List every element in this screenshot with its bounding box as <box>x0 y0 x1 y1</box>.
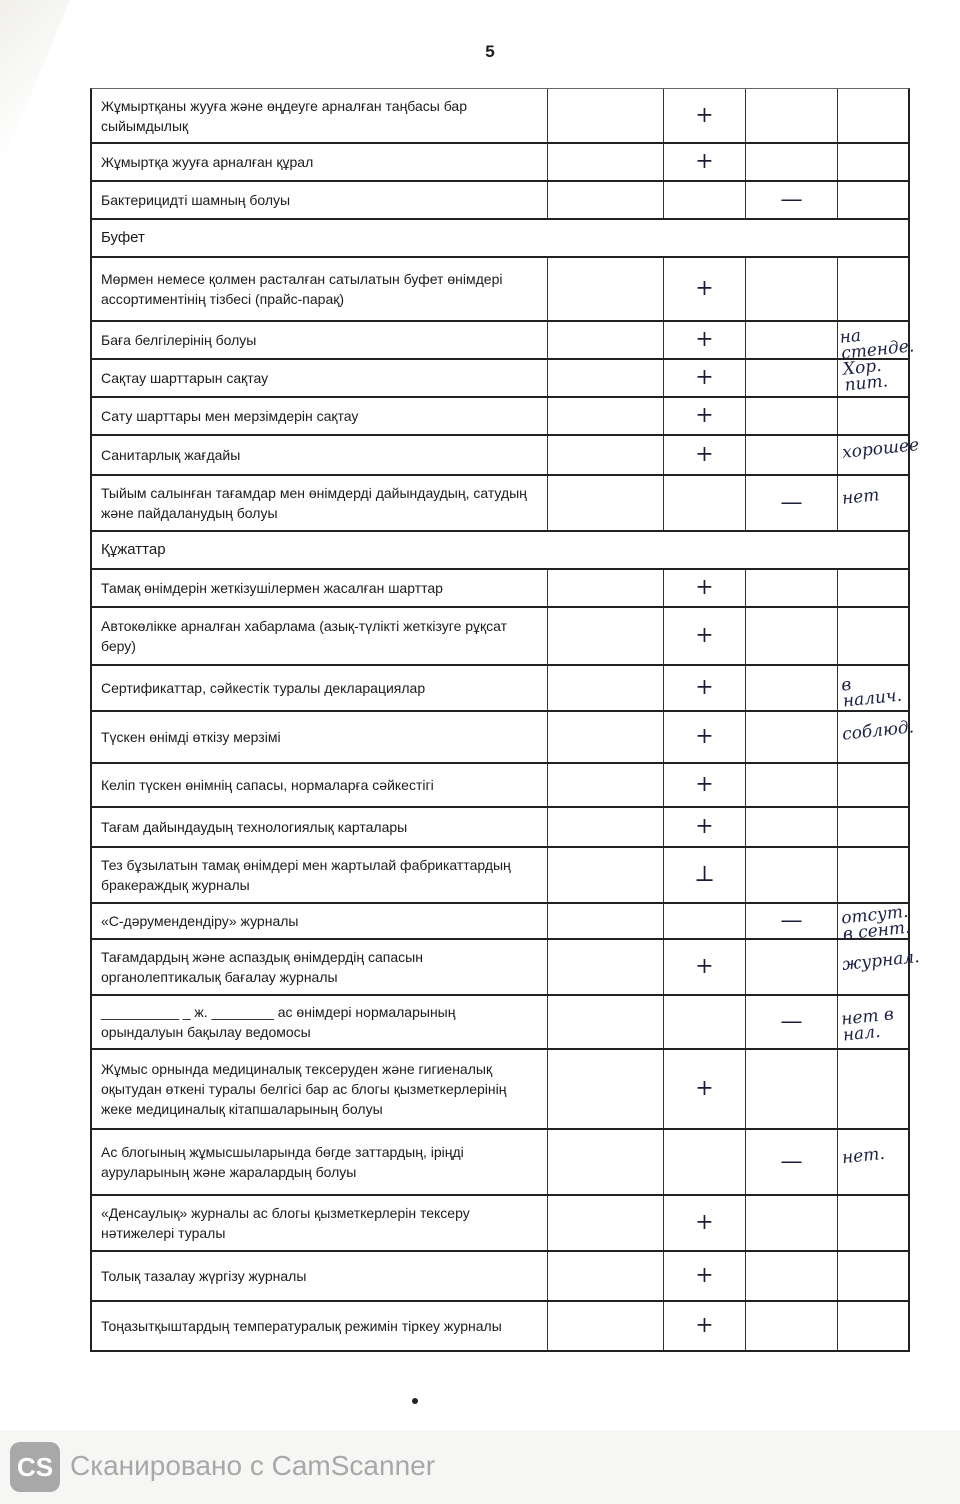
column-1-cell <box>548 436 664 474</box>
compliance-yes-cell <box>664 848 746 902</box>
table-row <box>90 398 910 436</box>
note-cell <box>838 901 912 945</box>
item-label: Сату шарттары мен мерзімдерін сақтау <box>92 398 548 434</box>
note-cell <box>838 144 912 180</box>
compliance-no-cell <box>746 940 838 994</box>
handwritten-mark: + <box>695 1313 714 1338</box>
item-label: Ас блогының жұмысшыларында бөгде заттардың, іріңді ауруларының және жаралардың болуы <box>92 1130 548 1194</box>
compliance-no-cell <box>746 848 838 902</box>
ink-dot <box>412 1398 418 1404</box>
table-row <box>90 1050 910 1130</box>
table-row <box>90 88 910 144</box>
note-cell <box>838 1050 912 1128</box>
compliance-yes-cell <box>664 322 746 358</box>
handwritten-mark: + <box>695 954 714 979</box>
column-1-cell <box>548 848 664 902</box>
compliance-yes-cell <box>664 182 746 218</box>
table-row <box>90 996 910 1050</box>
note-cell <box>838 570 912 606</box>
handwritten-mark: + <box>695 365 714 390</box>
table-row <box>90 1302 910 1352</box>
table-row <box>90 360 910 398</box>
column-1-cell <box>548 144 664 180</box>
compliance-yes-cell <box>664 398 746 434</box>
column-1-cell <box>548 1252 664 1300</box>
compliance-no-cell <box>746 436 838 474</box>
handwritten-mark: + <box>695 814 714 839</box>
note-cell <box>838 764 912 806</box>
note-cell <box>838 258 912 320</box>
column-1-cell <box>548 398 664 434</box>
compliance-yes-cell <box>664 764 746 806</box>
item-label: Тыйым салынған тағамдар мен өнімдерді дайындаудың, сатудың және пайдаланудың болуы <box>92 476 548 530</box>
note-cell <box>838 360 912 396</box>
table-row <box>90 182 910 220</box>
handwritten-note: нет в нал. <box>840 1004 895 1046</box>
compliance-yes-cell <box>664 144 746 180</box>
handwritten-mark: — <box>780 908 803 933</box>
handwritten-mark: + <box>695 327 714 352</box>
note-cell <box>838 182 912 218</box>
compliance-no-cell <box>746 144 838 180</box>
compliance-yes-cell <box>664 808 746 846</box>
handwritten-mark: + <box>695 724 714 749</box>
column-1-cell <box>548 570 664 606</box>
item-label: «Денсаулық» журналы ас блогы қызметкерлерін тексеру нәтижелері туралы <box>92 1196 548 1250</box>
table-row <box>90 608 910 666</box>
note-cell <box>838 322 916 396</box>
compliance-no-cell <box>746 258 838 320</box>
column-1-cell <box>548 89 664 142</box>
compliance-yes-cell <box>664 258 746 320</box>
handwritten-mark: — <box>780 187 803 212</box>
compliance-no-cell <box>746 808 838 846</box>
handwritten-mark: + <box>695 149 714 174</box>
section-header-row <box>90 532 910 570</box>
note-cell <box>838 712 915 762</box>
item-label: Түскен өнімді өткізу мерзімі <box>92 712 548 762</box>
column-1-cell <box>548 1130 664 1194</box>
column-1-cell <box>548 712 664 762</box>
item-label: Тез бұзылатын тамақ өнімдері мен жартылай фабрикаттардың бракераждық журналы <box>92 848 548 902</box>
handwritten-note: хорошее <box>841 435 921 463</box>
column-1-cell <box>548 1050 664 1128</box>
column-1-cell <box>548 666 664 710</box>
compliance-no-cell <box>746 666 838 710</box>
table-row <box>90 712 915 764</box>
item-label: Тағам дайындаудың технологиялық карталары <box>92 808 548 846</box>
column-1-cell <box>548 182 664 218</box>
item-label: Жұмыртқа жууға арналған құрал <box>92 144 548 180</box>
item-label: Жұмыртқаны жууға және өңдеуге арналған таңбасы бар сыйымдылық <box>92 89 548 142</box>
item-label: Келіп түскен өнімнің сапасы, нормаларға сәйкестігі <box>92 764 548 806</box>
compliance-no-cell <box>746 1196 838 1250</box>
table-row <box>90 144 910 182</box>
table-row <box>90 808 910 848</box>
table-row <box>90 1252 910 1302</box>
compliance-yes-cell <box>664 666 746 710</box>
section-header-row <box>90 220 910 258</box>
handwritten-note: нет <box>841 485 881 509</box>
compliance-no-cell <box>746 996 838 1048</box>
item-label: __________ _ ж. ________ ас өнімдері нормаларының орындалуын бақылау ведомосы <box>92 996 548 1048</box>
table-row <box>90 764 910 808</box>
note-cell <box>838 608 912 664</box>
item-label: Мөрмен немесе қолмен расталған сатылатын буфет өнімдері ассортиментінің тізбесі (прайс-парақ) <box>92 258 548 320</box>
table-row <box>90 1196 910 1252</box>
compliance-yes-cell <box>664 1130 746 1194</box>
column-1-cell <box>548 258 664 320</box>
column-1-cell <box>548 764 664 806</box>
compliance-no-cell <box>746 1302 838 1350</box>
handwritten-mark: ⊥ <box>694 862 715 887</box>
item-label: Сақтау шарттарын сақтау <box>92 360 548 396</box>
item-label: Сертификаттар, сәйкестік туралы декларациялар <box>92 666 548 710</box>
note-cell <box>838 1130 912 1194</box>
table-row <box>90 1130 910 1196</box>
note-cell <box>838 476 912 530</box>
note-cell <box>838 1196 912 1250</box>
note-cell <box>838 666 912 710</box>
item-label: Бактерицидті шамның болуы <box>92 182 548 218</box>
item-label: «С-дәрумендендіру» журналы <box>92 904 548 938</box>
compliance-yes-cell <box>664 608 746 664</box>
note-cell <box>838 848 912 902</box>
handwritten-note: отсут. в сент. <box>840 901 912 945</box>
table-row <box>90 848 910 904</box>
handwritten-mark: + <box>695 442 714 467</box>
handwritten-mark: + <box>695 623 714 648</box>
note-cell <box>838 398 912 434</box>
column-1-cell <box>548 940 664 994</box>
compliance-yes-cell <box>664 1196 746 1250</box>
handwritten-note: соблюд. <box>841 717 915 745</box>
compliance-no-cell <box>746 764 838 806</box>
compliance-yes-cell <box>664 904 746 938</box>
table-row <box>90 901 912 945</box>
compliance-yes-cell <box>664 89 746 142</box>
handwritten-mark: — <box>780 1149 803 1174</box>
item-label: Толық тазалау жүргізу журналы <box>92 1252 548 1300</box>
compliance-no-cell <box>746 712 838 762</box>
section-title: Құжаттар <box>101 541 166 558</box>
compliance-no-cell <box>746 360 838 396</box>
note-cell <box>838 435 921 474</box>
scanner-footer <box>0 1430 960 1504</box>
item-label: Тамақ өнімдерін жеткізушілермен жасалған шарттар <box>92 570 548 606</box>
handwritten-note: журнал. <box>841 946 921 976</box>
table-row <box>90 476 910 532</box>
section-title: Буфет <box>101 229 145 246</box>
item-label: Тоңазытқыштардың температуралық режимін тіркеу журналы <box>92 1302 548 1350</box>
compliance-no-cell <box>746 182 838 218</box>
compliance-yes-cell <box>664 360 746 396</box>
page-number: 5 <box>485 42 495 61</box>
table-row <box>90 570 910 608</box>
handwritten-mark: — <box>780 490 803 515</box>
column-1-cell <box>548 476 664 530</box>
compliance-no-cell <box>746 1252 838 1300</box>
compliance-no-cell <box>746 608 838 664</box>
note-cell <box>838 996 912 1048</box>
table-row <box>90 666 910 712</box>
handwritten-mark: + <box>695 1210 714 1235</box>
compliance-no-cell <box>746 398 838 434</box>
column-1-cell <box>548 904 664 938</box>
column-1-cell <box>548 808 664 846</box>
note-cell <box>838 89 912 142</box>
column-1-cell <box>548 608 664 664</box>
item-label: Жұмыс орнында медициналық тексеруден және гигиеналық оқытудан өткені туралы белгісі бар ас блогы қызметкерлерінің жеке медициналық кітапшаларының болуы <box>92 1050 548 1128</box>
item-label: Баға белгілерінің болуы <box>92 322 548 358</box>
camscanner-watermark: Сканировано с CamScanner <box>70 1450 436 1481</box>
column-1-cell <box>548 1196 664 1250</box>
compliance-yes-cell <box>664 436 746 474</box>
note-cell <box>838 940 921 994</box>
table-row <box>90 258 910 322</box>
handwritten-note: в налич. <box>840 674 903 712</box>
handwritten-mark: + <box>695 575 714 600</box>
checklist-table <box>90 88 921 1352</box>
item-label: Тағамдардың және аспаздық өнімдердің сапасын органолептикалық бағалау журналы <box>92 940 548 994</box>
compliance-yes-cell <box>664 1302 746 1350</box>
item-label: Автокөлікке арналған хабарлама (азық-түлікті жеткізуге рұқсат беру) <box>92 608 548 664</box>
note-cell <box>838 808 912 846</box>
page-fold-shadow <box>0 0 70 170</box>
handwritten-mark: + <box>695 675 714 700</box>
compliance-no-cell <box>746 1050 838 1128</box>
handwritten-note: на стенде. Хор. пит. <box>838 325 916 396</box>
compliance-yes-cell <box>664 996 746 1048</box>
table-row <box>90 940 921 996</box>
compliance-yes-cell <box>664 476 746 530</box>
handwritten-mark: + <box>695 403 714 428</box>
handwritten-mark: + <box>695 276 714 301</box>
column-1-cell <box>548 360 664 396</box>
handwritten-mark: + <box>695 102 714 128</box>
handwritten-mark: + <box>695 772 714 797</box>
camscanner-logo-icon: CS <box>10 1442 60 1492</box>
compliance-no-cell <box>746 89 838 142</box>
compliance-yes-cell <box>664 1050 746 1128</box>
column-1-cell <box>548 322 664 358</box>
note-cell <box>838 1252 912 1300</box>
handwritten-mark: + <box>695 1076 714 1101</box>
column-1-cell <box>548 1302 664 1350</box>
column-1-cell <box>548 996 664 1048</box>
handwritten-note: нет. <box>841 1143 886 1169</box>
note-cell <box>838 1302 912 1350</box>
table-row <box>90 435 921 476</box>
compliance-no-cell <box>746 1130 838 1194</box>
compliance-yes-cell <box>664 570 746 606</box>
handwritten-mark: — <box>780 1009 803 1034</box>
compliance-no-cell <box>746 322 838 358</box>
compliance-no-cell <box>746 904 838 938</box>
compliance-no-cell <box>746 570 838 606</box>
compliance-no-cell <box>746 476 838 530</box>
compliance-yes-cell <box>664 1252 746 1300</box>
item-label: Санитарлық жағдайы <box>92 436 548 474</box>
compliance-yes-cell <box>664 940 746 994</box>
compliance-yes-cell <box>664 712 746 762</box>
handwritten-mark: + <box>695 1263 714 1288</box>
